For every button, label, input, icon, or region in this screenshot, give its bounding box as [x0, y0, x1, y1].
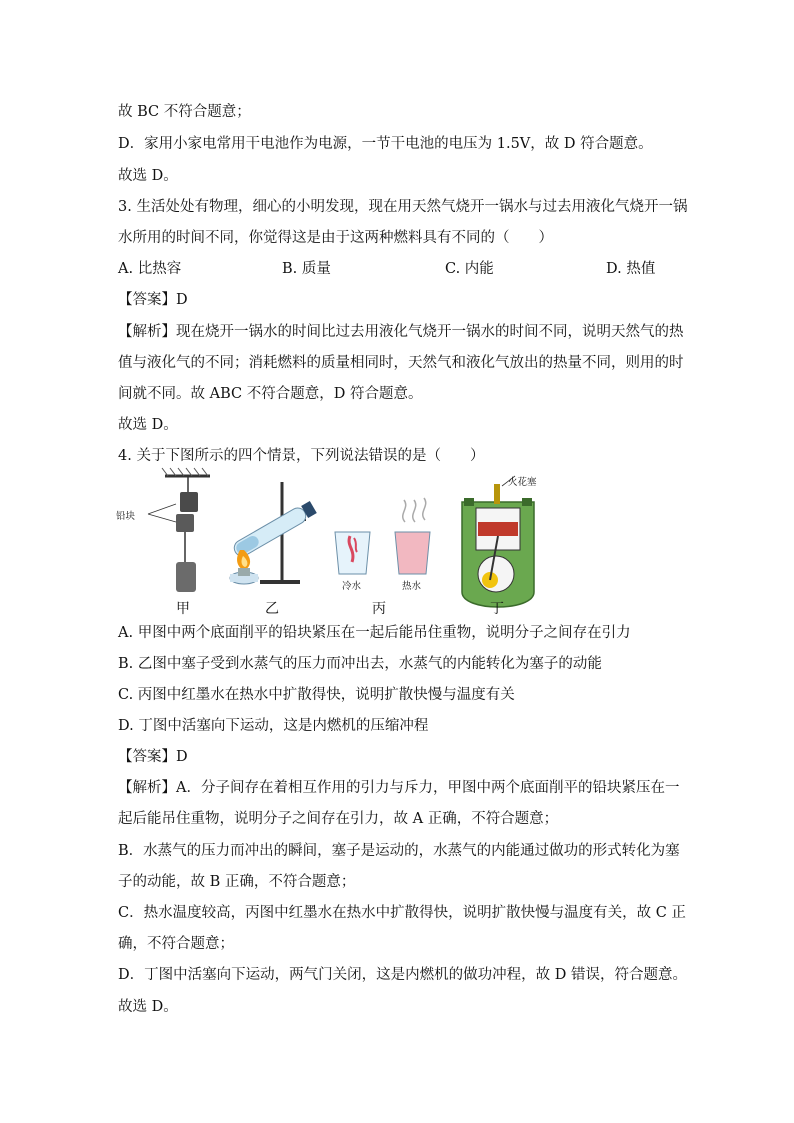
q4-option-b: B. 乙图中塞子受到水蒸气的压力而冲出去，水蒸气的内能转化为塞子的动能 [118, 656, 602, 672]
prev-line-2: D．家用小家电常用干电池作为电源，一节干电池的电压为 1.5V，故 D 符合题意。 [118, 136, 653, 152]
prev-choose: 故选 D。 [118, 168, 178, 184]
q4-analysis-line-2: 起后能吊住重物，说明分子之间存在引力，故 A 正确，不符合题意； [118, 811, 559, 827]
q4-choose: 故选 D。 [118, 999, 178, 1015]
prev-line-1: 故 BC 不符合题意； [118, 104, 251, 120]
q4-analysis-line-3: B．水蒸气的压力而冲出的瞬间，塞子是运动的，水蒸气的内能通过做功的形式转化为塞 [118, 843, 680, 859]
q4-analysis-line-4: 子的动能，故 B 正确，不符合题意； [118, 874, 356, 890]
q3-analysis-line-2: 值与液化气的不同；消耗燃料的质量相同时，天然气和液化气放出的热量不同，则用的时 [118, 355, 684, 371]
q4-analysis-line-5: C．热水温度较高，丙图中红墨水在热水中扩散得快，说明扩散快慢与温度有关，故 C 正 [118, 905, 686, 921]
q4-analysis-line-1: 【解析】A．分子间存在着相互作用的引力与斥力，甲图中两个底面削平的铅块紧压在一 [118, 780, 680, 796]
test-tube-diagram [230, 482, 317, 584]
q4-analysis-line-7: D．丁图中活塞向下运动，两气门关闭，这是内燃机的做功冲程，故 D 错误，符合题意。 [118, 967, 687, 983]
q3-option-c: C. 内能 [445, 261, 494, 277]
q3-stem-line-2: 水所用的时间不同，你觉得这是由于这两种燃料具有不同的（ ） [118, 230, 553, 246]
q4-answer: 【答案】D [118, 749, 188, 765]
q4-option-a: A. 甲图中两个底面削平的铅块紧压在一起后能吊住重物，说明分子之间存在引力 [118, 625, 631, 641]
caption-jia: 甲 [176, 601, 190, 617]
q3-answer: 【答案】D [118, 292, 188, 308]
beakers-diagram [335, 498, 430, 574]
engine-diagram [462, 476, 534, 607]
lead-blocks-diagram [148, 468, 210, 592]
hot-water-label: 热水 [402, 581, 422, 592]
q4-option-d: D. 丁图中活塞向下运动，这是内燃机的压缩冲程 [118, 718, 429, 734]
q4-option-c: C. 丙图中红墨水在热水中扩散得快，说明扩散快慢与温度有关 [118, 687, 515, 703]
q3-option-d: D. 热值 [606, 261, 656, 277]
q3-stem-line-1: 3. 生活处处有物理，细心的小明发现，现在用天然气烧开一锅水与过去用液化气烧开一锅 [118, 199, 688, 215]
q4-stem: 4. 关于下图所示的四个情景，下列说法错误的是（ ） [118, 448, 485, 464]
cold-water-label: 冷水 [342, 581, 362, 592]
caption-ding: 丁 [490, 601, 504, 617]
q3-option-a: A. 比热容 [118, 261, 182, 277]
q3-choose: 故选 D。 [118, 417, 178, 433]
spark-plug-label: 火花塞 [508, 477, 537, 488]
lead-block-label: 铅块 [116, 511, 136, 522]
q3-option-b: B. 质量 [282, 261, 331, 277]
caption-bing: 丙 [372, 601, 386, 617]
q4-analysis-line-6: 确，不符合题意； [118, 936, 234, 952]
q4-figure-illustration [110, 462, 670, 622]
caption-yi: 乙 [265, 601, 279, 617]
q3-analysis-line-3: 间就不同。故 ABC 不符合题意，D 符合题意。 [118, 386, 423, 402]
q3-analysis-line-1: 【解析】现在烧开一锅水的时间比过去用液化气烧开一锅水的时间不同，说明天然气的热 [118, 324, 684, 340]
q4-figure [110, 462, 670, 622]
